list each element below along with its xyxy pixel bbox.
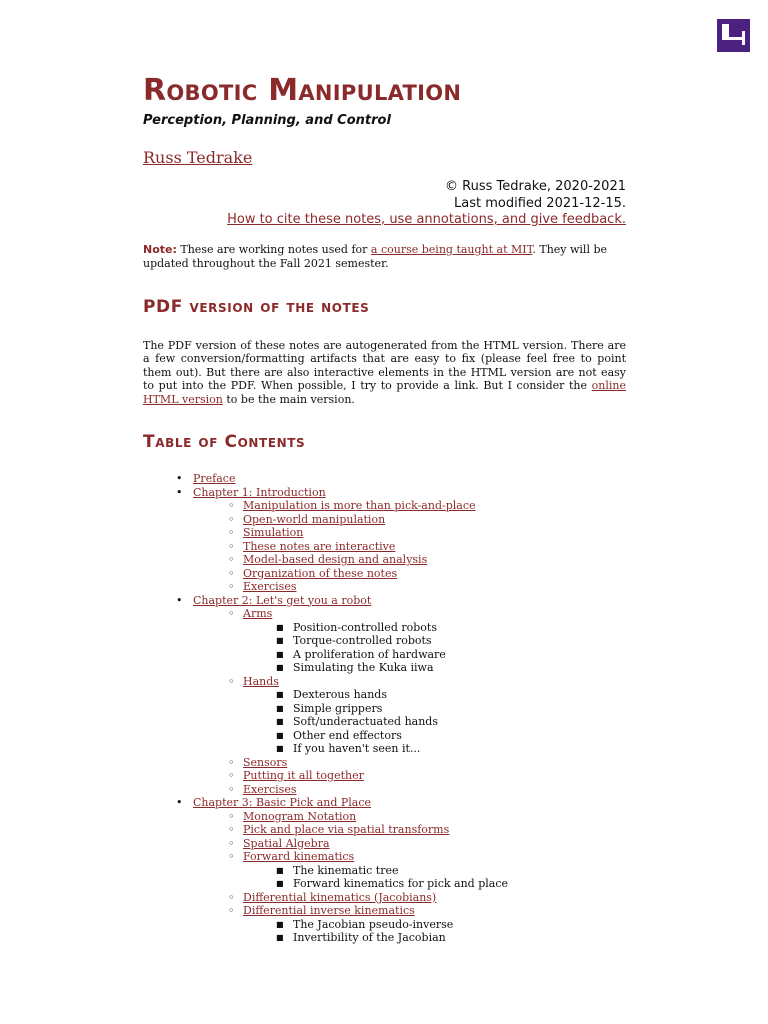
cite-link[interactable]: How to cite these notes, use annotations, and give feedback.: [227, 212, 626, 227]
author-link[interactable]: Russ Tedrake: [143, 148, 253, 167]
toc-link[interactable]: Differential kinematics (Jacobians): [243, 890, 437, 904]
toc-subitem: ■ A proliferation of hardware: [243, 648, 626, 662]
toc-link[interactable]: These notes are interactive: [243, 539, 396, 553]
toc-item: [193, 810, 626, 824]
pdf-text-body: The PDF version of these notes are autogenerated from the HTML version. There are a few conversion/formatting artifacts that are easy to fix (please feel free to point them out). But there are also interactive elements in the HTML version are not easy to put into the PDF. When possible, I try to provide a link. But I consider the: [143, 338, 626, 392]
toc-item: [193, 567, 626, 581]
toc-item: [193, 607, 626, 675]
toc-subitem: ■ Invertibility of the Jacobian: [243, 931, 626, 945]
toc-link[interactable]: Spatial Algebra: [243, 836, 330, 850]
toc-subitem: ■ Simulating the Kuka iiwa: [243, 661, 626, 675]
logo-icon[interactable]: [717, 19, 750, 52]
toc-subitem: ■ If you haven't seen it...: [243, 742, 626, 756]
toc-link-chapter-1[interactable]: Chapter 1: Introduction: [193, 485, 326, 499]
toc-subitem: ■ The Jacobian pseudo-inverse: [243, 918, 626, 932]
toc-link[interactable]: Exercises: [243, 580, 297, 593]
page-title: Robotic Manipulation: [143, 73, 462, 108]
last-modified-text: Last modified 2021-12-15.: [454, 195, 626, 211]
toc-link-chapter-3[interactable]: Chapter 3: Basic Pick and Place: [193, 796, 372, 809]
toc-item: [193, 540, 626, 554]
note-label: Note:: [143, 242, 177, 256]
copyright-text: © Russ Tedrake, 2020-2021: [445, 179, 626, 194]
toc-item: [143, 796, 626, 945]
toc-item: [193, 756, 626, 770]
online-html-link[interactable]: online HTML version: [143, 379, 626, 406]
toc-subitem: ■ The kinematic tree: [243, 864, 626, 878]
note-text-after: . They will be updated throughout the Fall 2021 semester.: [143, 242, 608, 270]
toc-link[interactable]: Arms: [243, 607, 273, 620]
toc-link[interactable]: Open-world manipulation: [243, 512, 386, 526]
toc-link[interactable]: Exercises: [243, 782, 297, 796]
toc-link[interactable]: Monogram Notation: [243, 809, 357, 823]
toc-item: [143, 486, 626, 594]
toc-link[interactable]: Sensors: [243, 755, 288, 769]
toc-item: [193, 850, 626, 891]
toc-link[interactable]: Forward kinematics: [243, 850, 355, 863]
pdf-section-text: [143, 339, 626, 407]
toc-subitem: ■ Forward kinematics for pick and place: [243, 877, 626, 891]
toc-subitem: ■ Dexterous hands: [243, 688, 626, 702]
toc-item: [193, 513, 626, 527]
toc-item: [193, 823, 626, 837]
toc-link[interactable]: Hands: [243, 674, 279, 688]
toc-link-chapter-2[interactable]: Chapter 2: Let's get you a robot: [193, 593, 372, 607]
toc-item: [193, 769, 626, 783]
toc-item: [193, 553, 626, 567]
toc-link[interactable]: Putting it all together: [243, 769, 364, 782]
toc-item: [193, 837, 626, 851]
pdf-text-after: to be the main version.: [226, 392, 355, 406]
page-content: [143, 72, 626, 945]
toc-item: [143, 594, 626, 797]
toc-item: [143, 472, 626, 486]
toc-link[interactable]: Model-based design and analysis: [243, 553, 428, 566]
toc-item: [193, 904, 626, 945]
toc-item: [193, 891, 626, 905]
toc-subitem: ■ Torque-controlled robots: [243, 634, 626, 648]
toc-item: [193, 675, 626, 756]
toc-link[interactable]: Pick and place via spatial transforms: [243, 823, 450, 836]
toc-heading: Table of Contents: [143, 432, 306, 452]
toc-link[interactable]: Simulation: [243, 526, 304, 539]
toc-item: [193, 526, 626, 540]
note-text: These are working notes used for: [180, 242, 368, 256]
toc-link[interactable]: Organization of these notes: [243, 566, 398, 580]
toc-link[interactable]: Manipulation is more than pick-and-place: [243, 499, 476, 512]
toc-link-preface[interactable]: Preface: [193, 472, 236, 485]
pdf-section-heading: PDF version of the notes: [143, 296, 370, 317]
table-of-contents: [143, 472, 626, 945]
toc-subitem: ■ Position-controlled robots: [243, 621, 626, 635]
toc-item: [193, 580, 626, 594]
toc-item: [193, 499, 626, 513]
page-subtitle: Perception, Planning, and Control: [143, 113, 391, 128]
toc-subitem: ■ Simple grippers: [243, 702, 626, 716]
course-link[interactable]: a course being taught at MIT: [370, 242, 533, 256]
toc-subitem: ■ Soft/underactuated hands: [243, 715, 626, 729]
toc-subitem: ■ Other end effectors: [243, 729, 626, 743]
toc-item: [193, 783, 626, 797]
note-paragraph: [143, 243, 626, 271]
toc-link[interactable]: Differential inverse kinematics: [243, 904, 415, 917]
document-meta: [143, 179, 626, 229]
